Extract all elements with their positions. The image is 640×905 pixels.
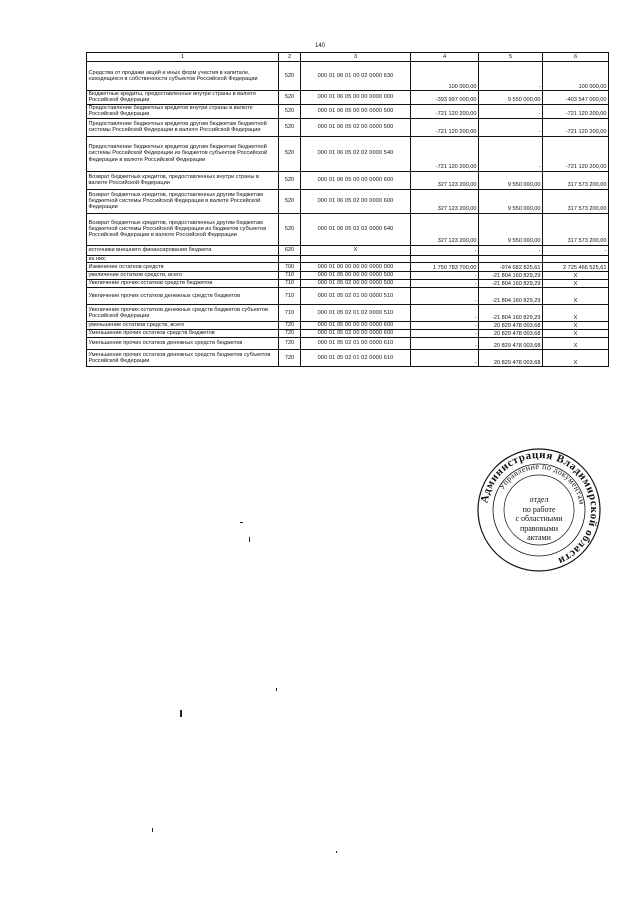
- column-header: 2: [279, 53, 301, 62]
- row-name-cell: Увеличение прочих остатков денежных средств бюджетов: [87, 288, 279, 305]
- row-name-cell: уменьшение остатков средств, всего: [87, 322, 279, 330]
- row-col5-cell: -: [479, 245, 543, 255]
- row-kbk-cell: 000 01 05 00 00 00 0000 500: [301, 272, 411, 280]
- row-col5-cell: 20 829 478 003,68: [479, 330, 543, 338]
- row-name-cell: Возврат бюджетных кредитов, предоставленных внутри страны в валюте Российской Федерации: [87, 171, 279, 189]
- column-header: 5: [479, 53, 543, 62]
- table-row: [87, 171, 609, 189]
- row-col5-cell: -: [479, 118, 543, 136]
- row-name-cell: Изменение остатков средств: [87, 263, 279, 272]
- row-name-cell: Увеличение прочих остатков средств бюджетов: [87, 280, 279, 288]
- row-col4-cell: 327 123 200,00: [411, 213, 479, 245]
- row-code-cell: 710: [279, 305, 301, 322]
- row-name-cell: Возврат бюджетных кредитов, предоставленных другим бюджетам бюджетной системы Российской Федерации в валюте Российской Федерации: [87, 189, 279, 213]
- row-col5-cell: 9 550 000,00: [479, 189, 543, 213]
- row-col6-cell: 100 000,00: [543, 62, 609, 91]
- row-kbk-cell: 000 01 05 00 00 00 0000 600: [301, 322, 411, 330]
- table-row: [87, 104, 609, 118]
- official-stamp: [476, 447, 602, 573]
- row-col5-cell: -21 804 160 829,29: [479, 288, 543, 305]
- row-col5-cell: 9 550 000,00: [479, 171, 543, 189]
- row-name-cell: Уменьшение прочих остатков средств бюджетов: [87, 330, 279, 338]
- row-name-cell: Бюджетные кредиты, предоставленные внутри страны в валюте Российской Федерации: [87, 91, 279, 105]
- row-col4-cell: 327 123 200,00: [411, 189, 479, 213]
- row-name-cell: Уменьшение прочих остатков денежных средств бюджетов: [87, 338, 279, 350]
- row-col4-cell: -: [411, 280, 479, 288]
- table-row: [87, 350, 609, 367]
- row-kbk-cell: 000 01 06 05 02 00 0000 600: [301, 189, 411, 213]
- row-code-cell: 520: [279, 213, 301, 245]
- page-number: 140: [314, 43, 325, 49]
- row-col5-cell: -: [479, 136, 543, 171]
- row-name-cell: Предоставление бюджетных кредитов внутри страны в валюте Российской Федерации: [87, 104, 279, 118]
- row-kbk-cell: 000 01 05 02 01 00 0000 610: [301, 338, 411, 350]
- row-name-cell: увеличение остатков средств, всего: [87, 272, 279, 280]
- row-col6-cell: X: [543, 330, 609, 338]
- row-kbk-cell: 000 01 06 05 00 00 0000 000: [301, 91, 411, 105]
- row-name-cell: из них:: [87, 255, 279, 262]
- row-code-cell: 710: [279, 272, 301, 280]
- row-col5-cell: -: [479, 62, 543, 91]
- row-code-cell: 720: [279, 350, 301, 367]
- row-col4-cell: -393 997 000,00: [411, 91, 479, 105]
- row-col6-cell: -721 120 200,00: [543, 136, 609, 171]
- row-col5-cell: 9 550 000,00: [479, 213, 543, 245]
- row-code-cell: 700: [279, 263, 301, 272]
- stamp-outer-text: Администрация Владимирской области: [478, 448, 601, 568]
- row-kbk-cell: 000 01 05 02 01 00 0000 510: [301, 288, 411, 305]
- row-col5-cell: 20 829 478 003,68: [479, 338, 543, 350]
- row-col4-cell: 100 000,00: [411, 62, 479, 91]
- stamp-line: по работе: [522, 504, 556, 514]
- row-code-cell: 520: [279, 189, 301, 213]
- row-code-cell: 720: [279, 330, 301, 338]
- row-col5-cell: -21 804 160 829,29: [479, 280, 543, 288]
- row-name-cell: Увеличение прочих остатков денежных средств бюджетов субъектов Российской Федерации: [87, 305, 279, 322]
- table-row: [87, 322, 609, 330]
- row-col5-cell: -21 804 160 829,29: [479, 272, 543, 280]
- row-kbk-cell: 000 01 06 05 02 00 0000 500: [301, 118, 411, 136]
- scan-speck: [249, 537, 250, 542]
- row-col4-cell: [411, 255, 479, 262]
- row-col4-cell: -: [411, 245, 479, 255]
- row-col5-cell: 20 829 478 003,68: [479, 322, 543, 330]
- row-col6-cell: X: [543, 350, 609, 367]
- table-body: [87, 62, 609, 367]
- stamp-center-text: [476, 495, 602, 543]
- row-kbk-cell: 000 01 06 01 00 02 0000 630: [301, 62, 411, 91]
- table-row: [87, 189, 609, 213]
- table-row: [87, 118, 609, 136]
- row-kbk-cell: [301, 255, 411, 262]
- row-code-cell: 720: [279, 338, 301, 350]
- column-header: 1: [87, 53, 279, 62]
- row-col5-cell: -21 804 160 829,29: [479, 305, 543, 322]
- row-col6-cell: 317 573 200,00: [543, 213, 609, 245]
- table-row: [87, 330, 609, 338]
- row-col6-cell: X: [543, 272, 609, 280]
- table-row: [87, 213, 609, 245]
- row-code-cell: 520: [279, 171, 301, 189]
- table-row: [87, 288, 609, 305]
- row-col5-cell: 20 829 478 003,68: [479, 350, 543, 367]
- column-header: 6: [543, 53, 609, 62]
- row-col4-cell: 1 750 783 700,00: [411, 263, 479, 272]
- row-col6-cell: X: [543, 288, 609, 305]
- table-row: [87, 272, 609, 280]
- row-code-cell: [279, 255, 301, 262]
- row-code-cell: 520: [279, 91, 301, 105]
- row-kbk-cell: 000 01 05 02 00 00 0000 500: [301, 280, 411, 288]
- row-kbk-cell: 000 01 06 05 00 00 0000 500: [301, 104, 411, 118]
- row-col4-cell: -721 120 200,00: [411, 118, 479, 136]
- row-col6-cell: -: [543, 245, 609, 255]
- row-col4-cell: -721 120 200,00: [411, 104, 479, 118]
- row-col6-cell: X: [543, 280, 609, 288]
- row-kbk-cell: 000 01 06 05 02 02 0000 640: [301, 213, 411, 245]
- row-code-cell: 520: [279, 118, 301, 136]
- stamp-line: актами: [527, 533, 551, 542]
- table-row: [87, 136, 609, 171]
- row-code-cell: 520: [279, 62, 301, 91]
- row-col6-cell: -721 120 200,00: [543, 118, 609, 136]
- table-header-row: [87, 53, 609, 62]
- row-code-cell: 620: [279, 245, 301, 255]
- row-name-cell: Предоставление бюджетных кредитов другим бюджетам бюджетной системы Российской Федерации из бюджетов субъектов Российской Федерации в валюте Российской Федерации: [87, 136, 279, 171]
- row-col4-cell: 327 123 200,00: [411, 171, 479, 189]
- row-col4-cell: -: [411, 288, 479, 305]
- table-row: [87, 255, 609, 262]
- row-name-cell: Предоставление бюджетных кредитов другим бюджетам бюджетной системы Российской Федерации в валюте Российской Федерации: [87, 118, 279, 136]
- row-name-cell: источники внешнего финансирования бюджета: [87, 245, 279, 255]
- row-col6-cell: X: [543, 305, 609, 322]
- row-col6-cell: 317 573 200,00: [543, 189, 609, 213]
- row-col4-cell: -: [411, 338, 479, 350]
- table-row: [87, 305, 609, 322]
- budget-sources-table: [86, 52, 609, 367]
- table-row: [87, 338, 609, 350]
- row-col6-cell: X: [543, 322, 609, 330]
- row-kbk-cell: 000 01 00 00 00 00 0000 000: [301, 263, 411, 272]
- scan-speck: [336, 851, 337, 853]
- row-col4-cell: -: [411, 272, 479, 280]
- row-code-cell: 520: [279, 136, 301, 171]
- stamp-line: отдел: [529, 495, 549, 504]
- row-name-cell: Средства от продажи акций и иных форм участия в капитале, находящихся в собственности субъектов Российской Федерации: [87, 62, 279, 91]
- row-code-cell: 720: [279, 322, 301, 330]
- table-row: [87, 91, 609, 105]
- scan-speck: [180, 710, 182, 717]
- row-col5-cell: [479, 255, 543, 262]
- table-row: [87, 62, 609, 91]
- column-header: 4: [411, 53, 479, 62]
- row-col6-cell: [543, 255, 609, 262]
- row-col4-cell: -: [411, 305, 479, 322]
- row-col5-cell: -974 682 825,61: [479, 263, 543, 272]
- column-header: 3: [301, 53, 411, 62]
- stamp-line: с областными: [515, 514, 563, 523]
- row-col6-cell: -403 547 000,00: [543, 91, 609, 105]
- row-kbk-cell: 000 01 06 05 00 00 0000 600: [301, 171, 411, 189]
- row-code-cell: 520: [279, 104, 301, 118]
- row-kbk-cell: X: [301, 245, 411, 255]
- row-col6-cell: X: [543, 338, 609, 350]
- scan-speck: [276, 688, 277, 691]
- scan-speck: [240, 522, 243, 523]
- stamp-inner-text: Управление по документам: [497, 461, 587, 506]
- stamp-line: правовыми: [519, 523, 559, 533]
- row-col6-cell: -721 120 200,00: [543, 104, 609, 118]
- row-col5-cell: -: [479, 104, 543, 118]
- table-row: [87, 280, 609, 288]
- table-row: [87, 263, 609, 272]
- row-col4-cell: -: [411, 322, 479, 330]
- scan-speck: [152, 828, 153, 832]
- row-col5-cell: 9 550 000,00: [479, 91, 543, 105]
- row-kbk-cell: 000 01 05 02 01 02 0000 510: [301, 305, 411, 322]
- row-kbk-cell: 000 01 05 02 01 02 0000 610: [301, 350, 411, 367]
- row-name-cell: Уменьшение прочих остатков денежных средств бюджетов субъектов Российской Федерации: [87, 350, 279, 367]
- row-col6-cell: 2 725 466 525,61: [543, 263, 609, 272]
- row-col6-cell: 317 573 200,00: [543, 171, 609, 189]
- row-code-cell: 710: [279, 280, 301, 288]
- row-kbk-cell: 000 01 06 05 02 02 0000 540: [301, 136, 411, 171]
- table-row: [87, 245, 609, 255]
- row-col4-cell: -: [411, 330, 479, 338]
- row-kbk-cell: 000 01 05 02 00 00 0000 600: [301, 330, 411, 338]
- row-code-cell: 710: [279, 288, 301, 305]
- row-col4-cell: -721 120 200,00: [411, 136, 479, 171]
- row-col4-cell: -: [411, 350, 479, 367]
- row-name-cell: Возврат бюджетных кредитов, предоставленных другим бюджетам бюджетной системы Российской Федерации из бюджетов субъектов Российской Федерации в валюте Российской Федерации: [87, 213, 279, 245]
